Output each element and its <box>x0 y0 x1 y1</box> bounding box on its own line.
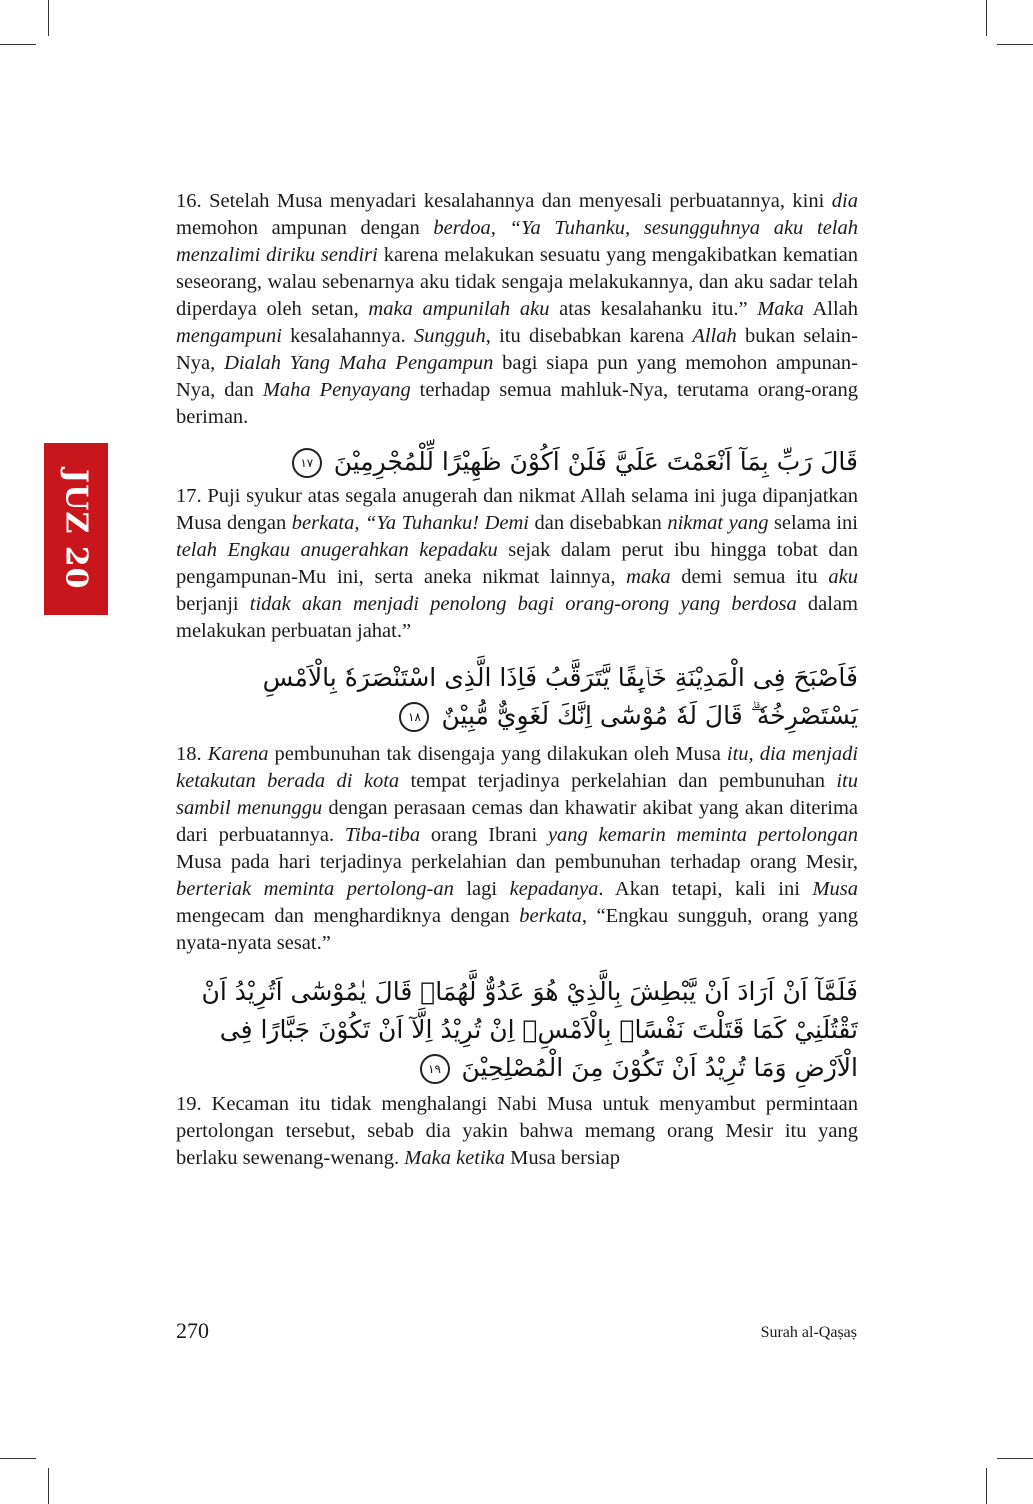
crop-mark <box>0 44 36 45</box>
text-run: orang Ibrani <box>420 824 548 846</box>
text-run: atas kesalahanku itu.” <box>549 298 758 320</box>
page-content <box>176 188 858 1172</box>
italic-run: telah Engkau anugerahkan kepadaku <box>176 539 498 561</box>
text-run: memohon ampunan dengan <box>176 217 434 239</box>
juz-label: JUZ 20 <box>58 468 94 590</box>
text-run: dalam melakukan perbuatan jahat.” <box>176 593 858 642</box>
text-run: karena melakukan sesuatu yang mengakibatkan kematian seseorang, walau sebenarnya aku tidak sengaja melakukannya, dan aku sadar telah diperdaya oleh setan, <box>176 244 858 320</box>
crop-mark <box>986 0 987 36</box>
ayah-18 <box>176 659 858 735</box>
text-run: , “Engkau sungguh, orang yang nyata-nyata sesat.” <box>176 905 858 954</box>
ayah-19-text: فَلَمَّآ اَنْ اَرَادَ اَنْ يَّبْطِشَ بِالَّذِيْ هُوَ عَدُوٌّ لَّهُمَاۙ قَالَ يٰمُوْسٰٓى اَتُرِيْدُ اَنْ تَقْتُلَنِيْ كَمَا قَتَلْتَ نَفْسًاۢ بِالْاَمْسِۖ اِنْ تُرِيْدُ اِلَّآ اَنْ تَكُوْنَ جَبَّارًا فِى الْاَرْضِ وَمَا تُرِيْدُ اَنْ تَكُوْنَ مِنَ الْمُصْلِحِيْنَ <box>201 977 858 1082</box>
text-run: sejak dalam perut ibu hingga tobat dan pengampunan-Mu ini, serta aneka nikmat lainnya, <box>176 539 858 588</box>
text-run: tempat terjadinya perkelahian dan pembunuhan <box>399 770 837 792</box>
italic-run: dia <box>831 190 858 212</box>
paragraph-18 <box>176 741 858 957</box>
text-run: dan disebabkan <box>529 512 668 534</box>
italic-run: Maha Penyayang <box>262 379 411 401</box>
text-run: bagi siapa pun yang memohon ampunan-Nya, dan <box>176 352 858 401</box>
crop-mark <box>997 44 1033 45</box>
text-run: . Akan tetapi, kali ini <box>598 878 813 900</box>
text-run: mengecam dan menghardiknya dengan <box>176 905 520 927</box>
italic-run: Tiba-tiba <box>344 824 421 846</box>
page-number: 270 <box>176 1318 209 1343</box>
text-run: , itu disebabkan karena <box>485 325 693 347</box>
italic-run: Maka <box>757 298 804 320</box>
text-run: Musa pada hari terjadinya perkelahian dan pembunuhan terhadap orang Mesir, <box>176 851 858 873</box>
paragraph-16 <box>176 188 858 431</box>
italic-run: berkata, “Ya Tuhanku! Demi <box>291 512 529 534</box>
ayah-18-text: فَاَصْبَحَ فِى الْمَدِيْنَةِ خَاۤىِٕفًا يَّتَرَقَّبُ فَاِذَا الَّذِى اسْتَنْصَرَهٗ بِالْاَمْسِ يَسْتَصْرِخُهٗ ۗ قَالَ لَهٗ مُوْسٰٓى اِنَّكَ لَغَوِيٌّ مُّبِيْنٌ <box>262 663 858 730</box>
italic-run: Musa <box>812 878 858 900</box>
text-run: kesalahannya. <box>281 325 414 347</box>
text-run: terhadap semua mahluk-Nya, terutama orang-orang beriman. <box>176 379 858 428</box>
italic-run: itu sambil menunggu <box>176 770 858 819</box>
text-run: Musa bersiap <box>505 1147 621 1169</box>
ayah-number-17: ١٧ <box>292 448 322 478</box>
italic-run: mengampuni <box>176 325 282 347</box>
italic-run: kepadanya <box>509 878 599 900</box>
ayah-17 <box>176 443 858 481</box>
text-run: berjanji <box>176 593 250 615</box>
italic-run: Maka ketika <box>404 1147 506 1169</box>
paragraph-19 <box>176 1091 858 1172</box>
paragraph-17 <box>176 483 858 645</box>
italic-run: nikmat yang <box>667 512 769 534</box>
text-run: selama ini <box>768 512 858 534</box>
ayah-number-19: ١٩ <box>420 1054 450 1084</box>
text-run: 19. Kecaman itu tidak menghalangi Nabi Musa untuk menyambut permintaan pertolongan tersebut, sebab dia yakin bahwa memang orang Mesir itu yang berlaku sewenang-wenang. <box>176 1093 858 1169</box>
italic-run: maka ampunilah aku <box>368 298 550 320</box>
crop-mark <box>986 1468 987 1504</box>
crop-mark <box>0 1458 36 1459</box>
ayah-17-text: قَالَ رَبِّ بِمَآ اَنْعَمْتَ عَلَيَّ فَلَنْ اَكُوْنَ ظَهِيْرًا لِّلْمُجْرِمِيْنَ <box>333 447 858 476</box>
text-run: demi semua itu <box>670 566 829 588</box>
italic-run: Karena <box>207 743 269 765</box>
text-run: 18. <box>176 743 208 765</box>
crop-mark <box>997 1458 1033 1459</box>
ayah-19 <box>176 973 858 1087</box>
ayah-number-18: ١٨ <box>399 702 429 732</box>
text-run: 16. Setelah Musa menyadari kesalahannya dan menyesali perbuatannya, kini <box>176 190 832 212</box>
italic-run: Allah <box>692 325 737 347</box>
text-run: Allah <box>803 298 858 320</box>
crop-mark <box>48 1468 49 1504</box>
text-run: lagi <box>453 878 510 900</box>
italic-run: yang kemarin meminta pertolongan <box>547 824 859 846</box>
text-run: bukan selain-Nya, <box>176 325 858 374</box>
surah-name: Surah al-Qaṣaṣ <box>760 1324 857 1341</box>
italic-run: aku <box>828 566 858 588</box>
italic-run: berkata <box>519 905 582 927</box>
text-run: dengan perasaan cemas dan khawatir akibat yang akan diterima dari perbuatannya. <box>176 797 858 846</box>
text-run: pembunuhan tak disengaja yang dilakukan oleh Musa <box>268 743 727 765</box>
crop-mark <box>48 0 49 36</box>
juz-tab <box>44 443 108 615</box>
text-run: 17. Puji syukur atas segala anugerah dan nikmat Allah selama ini juga dipanjatkan Musa dengan <box>176 485 858 534</box>
italic-run: maka <box>626 566 671 588</box>
italic-run: tidak akan menjadi penolong bagi orang-orong yang berdosa <box>249 593 797 615</box>
italic-run: berdoa, “Ya Tuhanku, sesungguhnya aku telah menzalimi diriku sendiri <box>176 217 858 266</box>
italic-run: Sungguh <box>413 325 486 347</box>
italic-run: itu, dia menjadi ketakutan berada di kota <box>176 743 859 792</box>
italic-run: berteriak meminta pertolong-an <box>176 878 454 900</box>
italic-run: Dialah Yang Maha Pengampun <box>224 352 494 374</box>
